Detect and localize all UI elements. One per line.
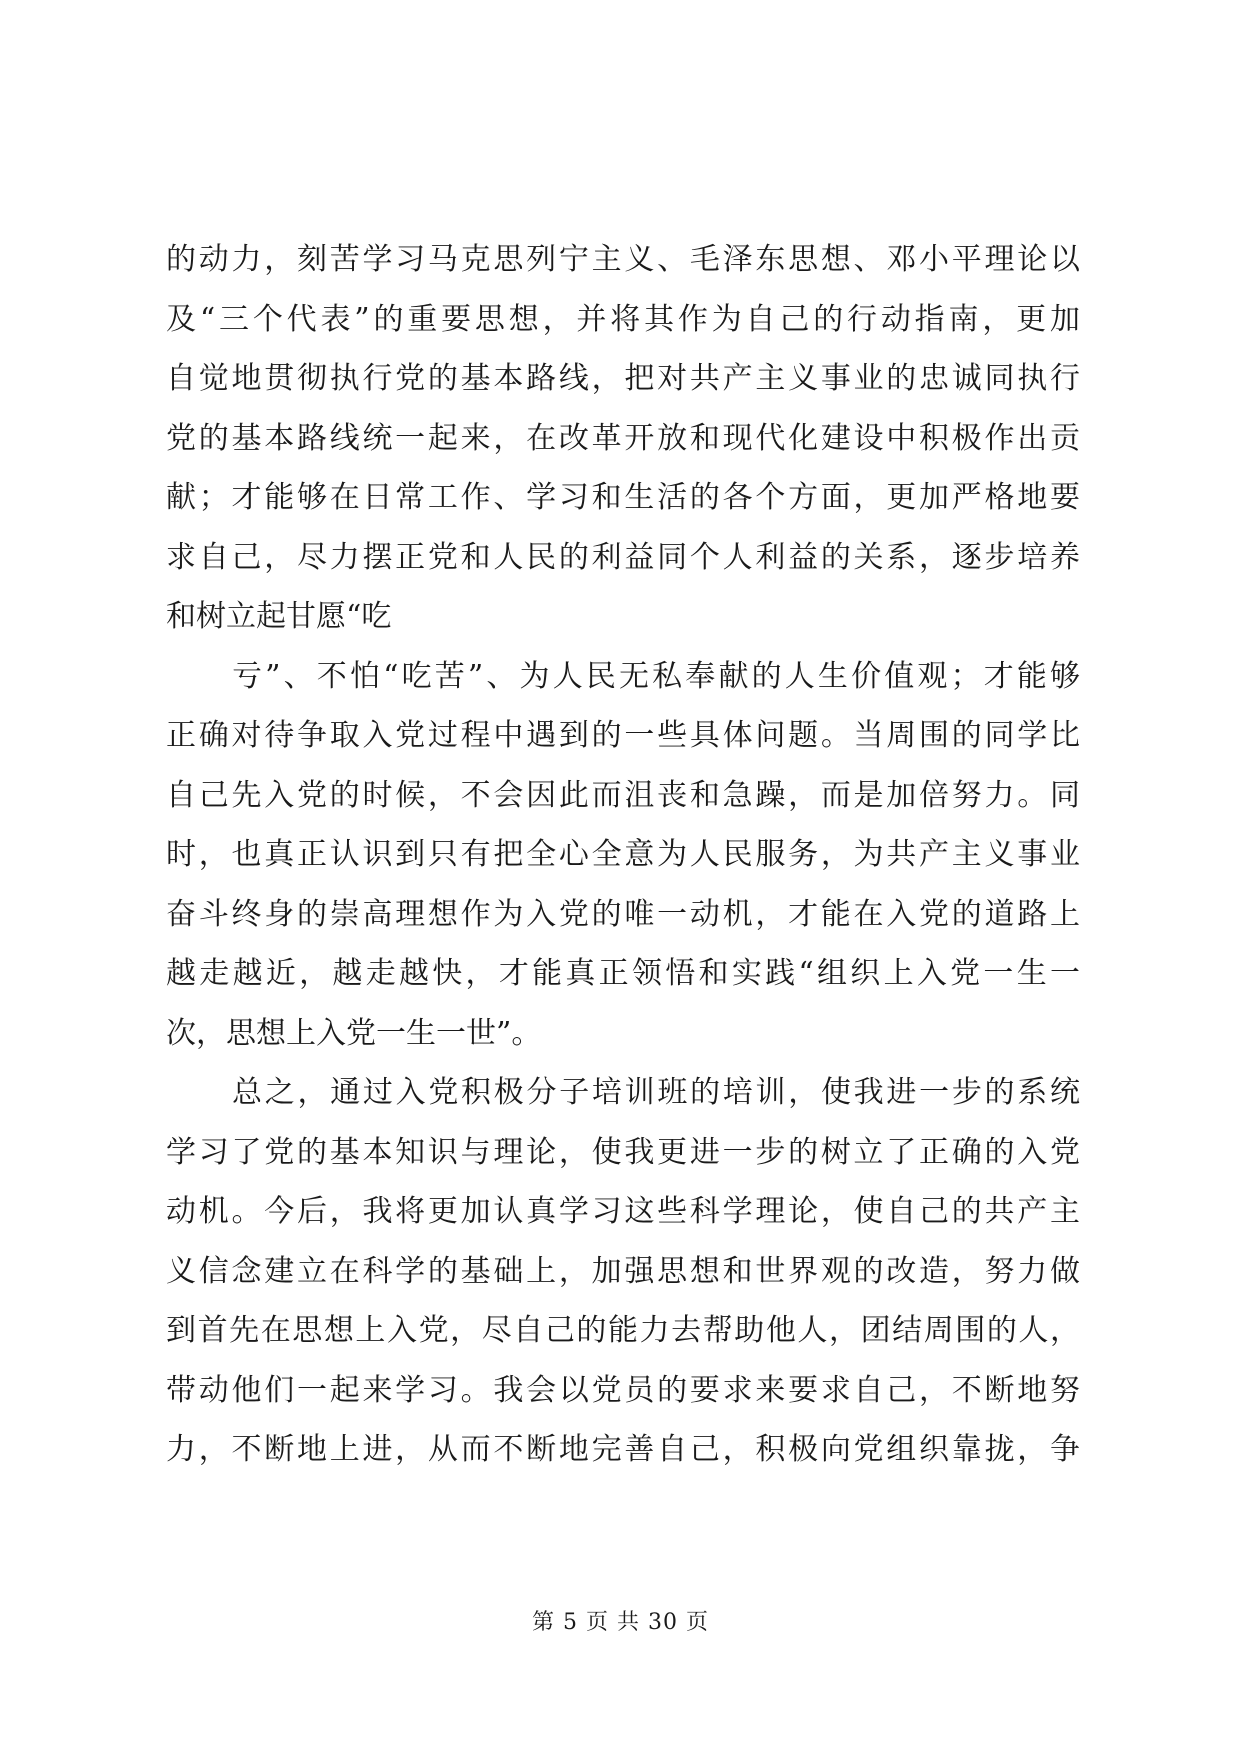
text-line: 带动他们一起来学习。我会以党员的要求来要求自己，不断地努 bbox=[166, 1372, 1080, 1408]
text-line: 自己先入党的时候，不会因此而沮丧和急躁，而是加倍努力。同 bbox=[166, 777, 1080, 813]
text-line: 次，思想上入党一生一世”。 bbox=[166, 1015, 542, 1051]
text-line: 献；才能够在日常工作、学习和生活的各个方面，更加严格地要 bbox=[166, 480, 1080, 515]
text-line: 正确对待争取入党过程中遇到的一些具体问题。当周围的同学比 bbox=[166, 718, 1080, 753]
page-footer: 第 5 页 共 30 页 bbox=[532, 1610, 709, 1635]
text-line: 时，也真正认识到只有把全心全意为人民服务，为共产主义事业 bbox=[166, 837, 1080, 872]
body-text bbox=[166, 230, 1080, 1480]
text-line: 及“三个代表”的重要思想，并将其作为自己的行动指南，更加 bbox=[166, 301, 1080, 337]
text-line: 亏”、不怕“吃苦”、为人民无私奉献的人生价值观；才能够 bbox=[232, 658, 1080, 694]
text-line: 义信念建立在科学的基础上，加强思想和世界观的改造，努力做 bbox=[166, 1253, 1080, 1289]
text-line: 越走越近，越走越快，才能真正领悟和实践“组织上入党一生一 bbox=[166, 956, 1080, 991]
text-line: 和树立起甘愿“吃 bbox=[166, 599, 392, 634]
text-line: 动机。今后，我将更加认真学习这些科学理论，使自己的共产主 bbox=[166, 1194, 1080, 1229]
text-line: 求自己，尽力摆正党和人民的利益同个人利益的关系，逐步培养 bbox=[166, 539, 1080, 575]
text-line: 的动力，刻苦学习马克思列宁主义、毛泽东思想、邓小平理论以 bbox=[166, 242, 1080, 277]
text-line: 自觉地贯彻执行党的基本路线，把对共产主义事业的忠诚同执行 bbox=[166, 361, 1080, 396]
text-line: 党的基本路线统一起来，在改革开放和现代化建设中积极作出贡 bbox=[166, 420, 1080, 456]
text-line: 学习了党的基本知识与理论，使我更进一步的树立了正确的入党 bbox=[166, 1134, 1080, 1170]
text-line: 总之，通过入党积极分子培训班的培训，使我进一步的系统 bbox=[232, 1075, 1080, 1110]
text-line: 力，不断地上进，从而不断地完善自己，积极向党组织靠拢，争 bbox=[166, 1432, 1080, 1467]
text-line: 到首先在思想上入党，尽自己的能力去帮助他人，团结周围的人， bbox=[166, 1313, 1080, 1348]
text-line: 奋斗终身的崇高理想作为入党的唯一动机，才能在入党的道路上 bbox=[166, 896, 1080, 932]
